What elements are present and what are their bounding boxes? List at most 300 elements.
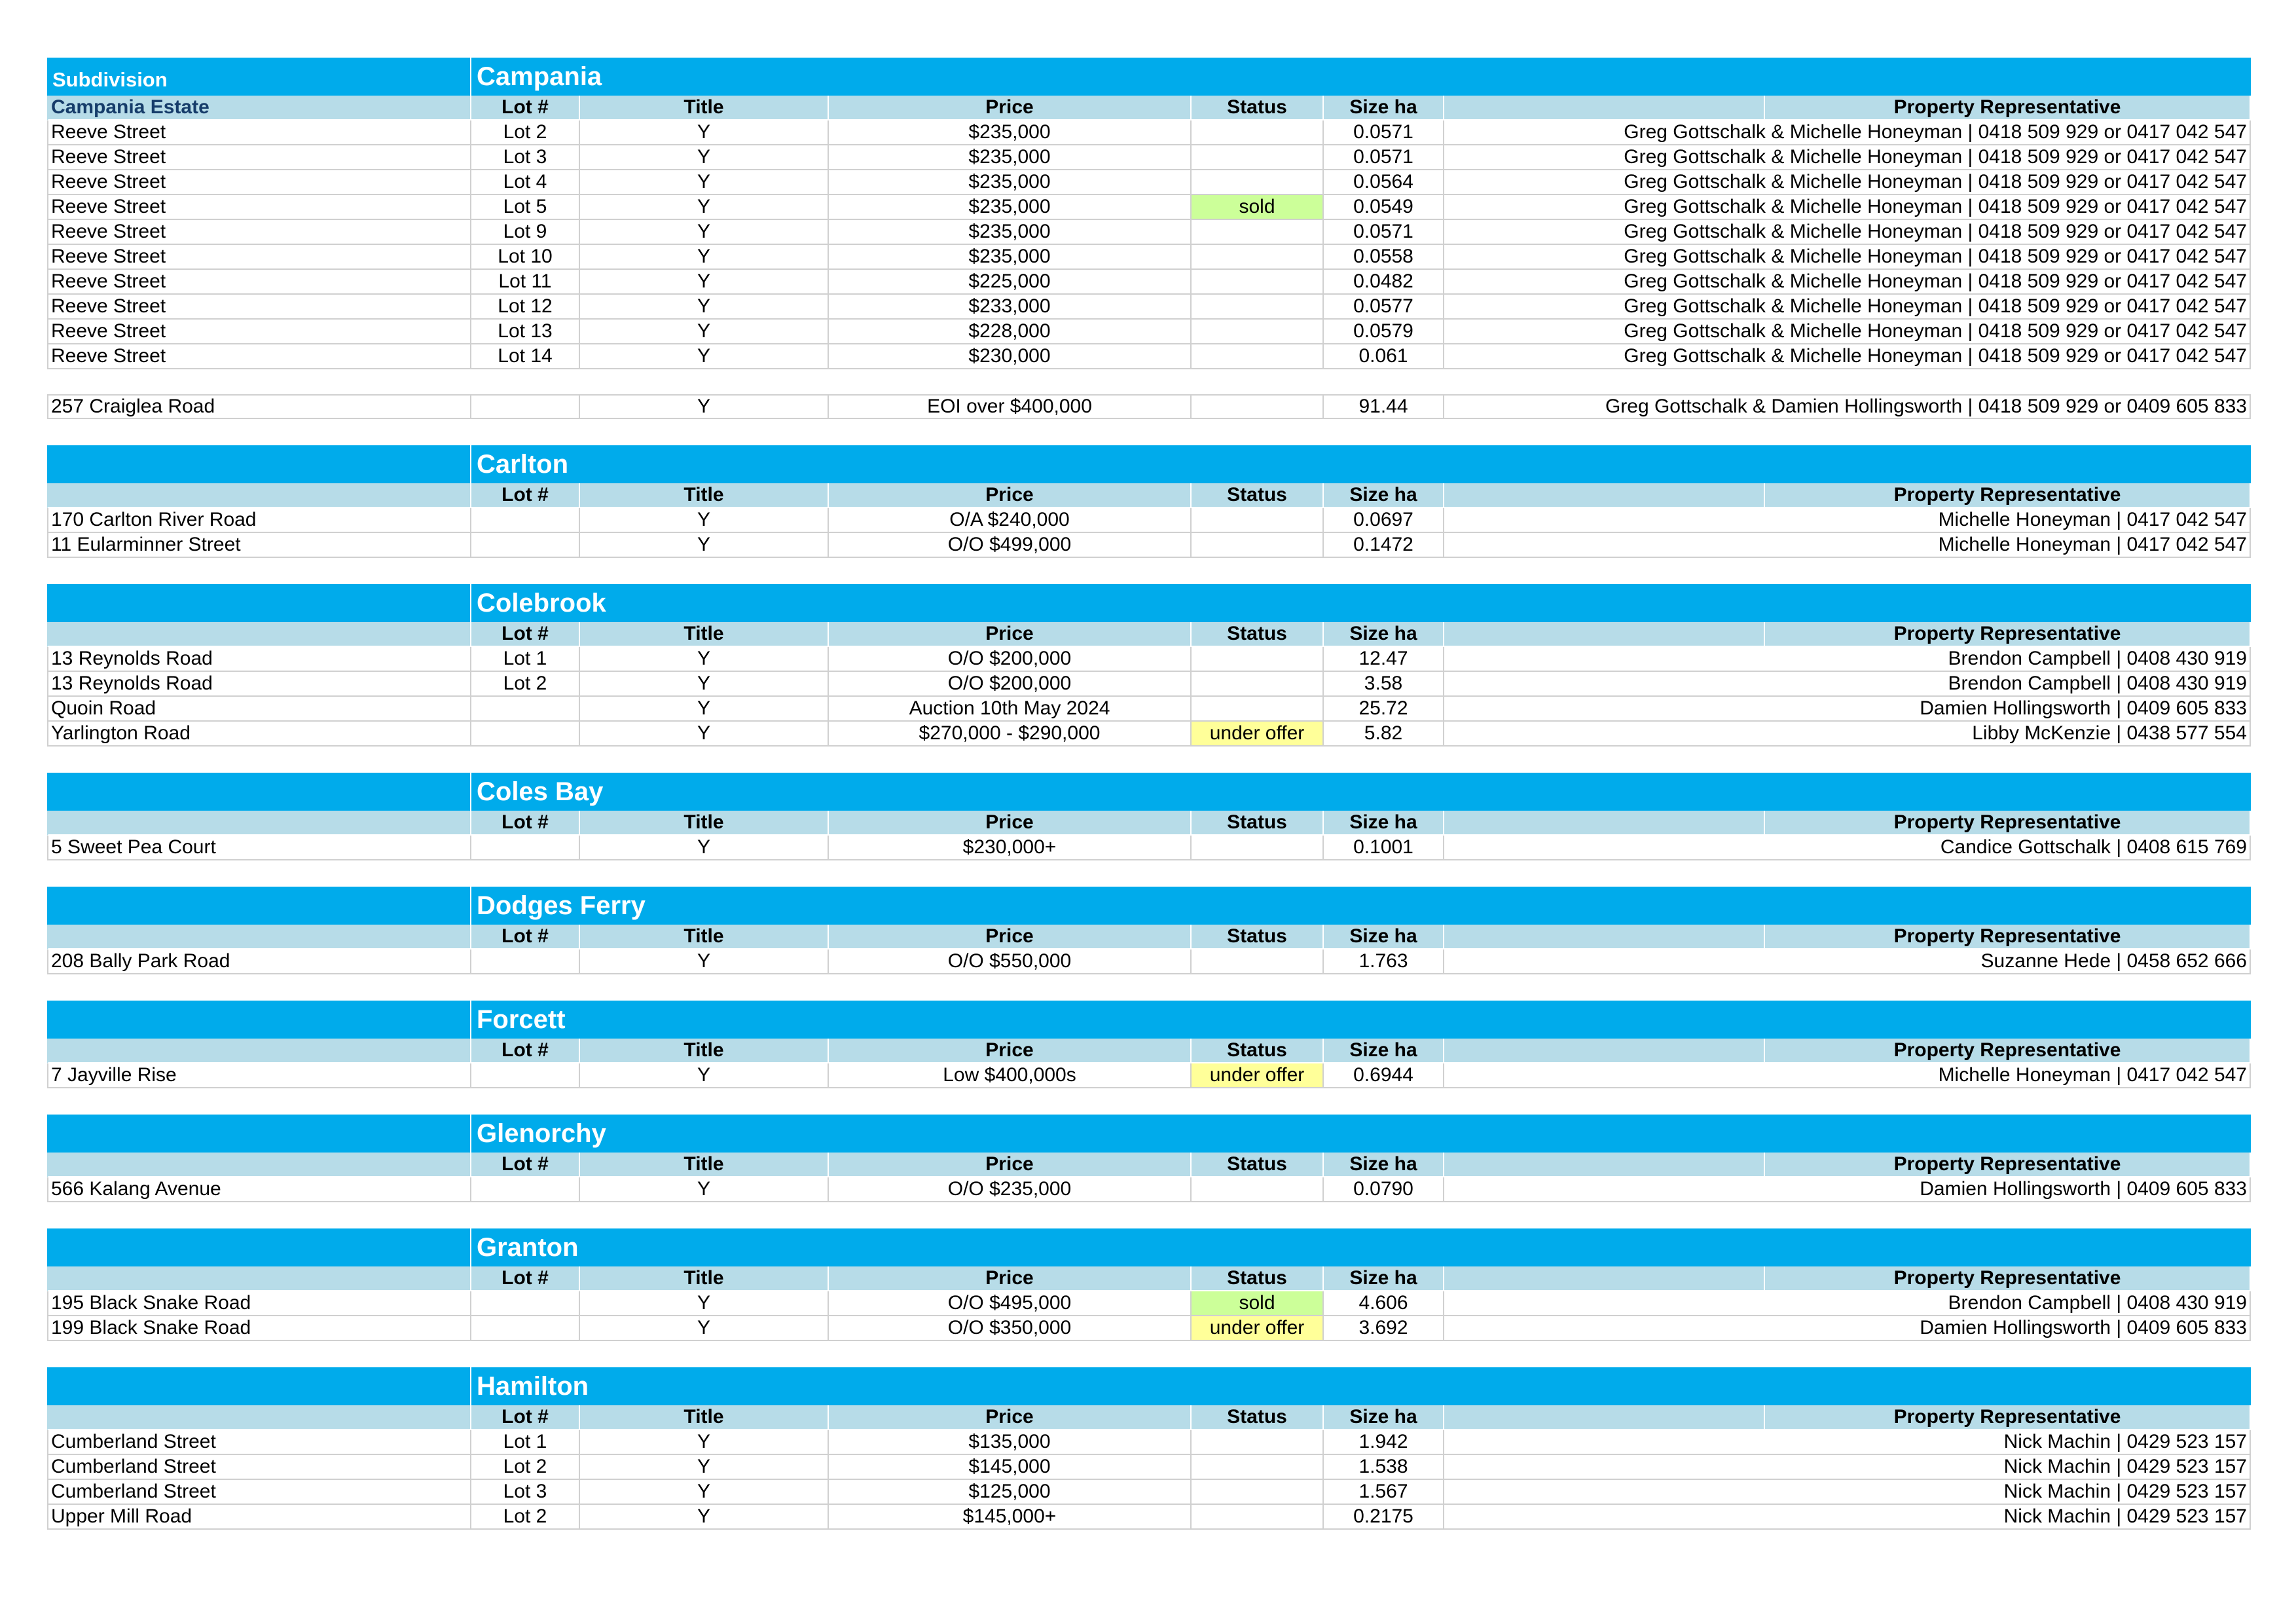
cell-rep: Greg Gottschalk & Michelle Honeyman | 0418 509 929 or 0417 042 547 (1444, 145, 2251, 170)
cell-lot: Lot 12 (471, 295, 580, 320)
cell-status: under offer (1192, 1316, 1324, 1341)
col-header-lot: Lot # (471, 811, 580, 836)
section-spacer (47, 1202, 2251, 1228)
cell-rep: Nick Machin | 0429 523 157 (1444, 1480, 2251, 1505)
table-row (47, 647, 2251, 672)
col-header-size: Size ha (1324, 622, 1444, 647)
cell-status (1192, 344, 1324, 369)
cell-title: Y (580, 1480, 829, 1505)
cell-status (1192, 508, 1324, 533)
cell-title: Y (580, 320, 829, 344)
estate-label: Campania Estate (47, 96, 471, 120)
cell-size: 0.0482 (1324, 270, 1444, 295)
cell-status (1192, 320, 1324, 344)
cell-size: 1.763 (1324, 950, 1444, 974)
cell-rep: Michelle Honeyman | 0417 042 547 (1444, 1063, 2251, 1088)
cell-status (1192, 1177, 1324, 1202)
cell-size: 1.538 (1324, 1455, 1444, 1480)
cell-lot: Lot 2 (471, 672, 580, 697)
cell-address: Reeve Street (47, 344, 471, 369)
cell-lot: Lot 3 (471, 145, 580, 170)
column-header-row (47, 811, 2251, 836)
table-row (47, 697, 2251, 722)
col-header-lot: Lot # (471, 483, 580, 508)
cell-lot (471, 508, 580, 533)
cell-title: Y (580, 1177, 829, 1202)
cell-status (1192, 220, 1324, 245)
table-row (47, 508, 2251, 533)
section-title: Granton (477, 1232, 579, 1262)
cell-price: O/O $200,000 (829, 647, 1192, 672)
cell-size: 1.942 (1324, 1430, 1444, 1455)
cell-address: Quoin Road (47, 697, 471, 722)
cell-rep: Greg Gottschalk & Michelle Honeyman | 0418 509 929 or 0417 042 547 (1444, 320, 2251, 344)
cell-rep: Damien Hollingsworth | 0409 605 833 (1444, 697, 2251, 722)
section-title: Forcett (477, 1005, 566, 1034)
cell-price: $270,000 - $290,000 (829, 722, 1192, 747)
col-header-price: Price (829, 1266, 1192, 1291)
cell-address: Yarlington Road (47, 722, 471, 747)
cell-size: 0.0571 (1324, 120, 1444, 145)
cell-size: 3.58 (1324, 672, 1444, 697)
column-header-row (47, 925, 2251, 950)
section-header (47, 773, 2251, 811)
cell-lot (471, 722, 580, 747)
table-row (47, 722, 2251, 747)
estate-label (47, 1153, 471, 1177)
table-row (47, 270, 2251, 295)
cell-rep: Michelle Honeyman | 0417 042 547 (1444, 508, 2251, 533)
cell-size: 1.567 (1324, 1480, 1444, 1505)
col-header-lot: Lot # (471, 622, 580, 647)
col-header-rep: Property Representative (1765, 622, 2251, 647)
section-glenorchy (47, 1115, 2251, 1202)
cell-title: Y (580, 394, 829, 419)
col-header-rep: Property Representative (1765, 483, 2251, 508)
cell-lot: Lot 2 (471, 120, 580, 145)
subdivision-label (47, 1367, 471, 1405)
cell-address: 208 Bally Park Road (47, 950, 471, 974)
cell-price: $235,000 (829, 120, 1192, 145)
table-row (47, 394, 2251, 419)
cell-address: 195 Black Snake Road (47, 1291, 471, 1316)
column-header-row (47, 622, 2251, 647)
cell-price: $225,000 (829, 270, 1192, 295)
cell-status (1192, 697, 1324, 722)
cell-lot: Lot 13 (471, 320, 580, 344)
cell-price: O/O $550,000 (829, 950, 1192, 974)
cell-address: 11 Eularminner Street (47, 533, 471, 558)
row-spacer (47, 369, 2251, 394)
cell-lot (471, 1316, 580, 1341)
col-header-blank (1444, 925, 1765, 950)
cell-price: O/O $350,000 (829, 1316, 1192, 1341)
section-spacer (47, 747, 2251, 773)
cell-lot (471, 950, 580, 974)
cell-status (1192, 394, 1324, 419)
col-header-blank (1444, 1405, 1765, 1430)
col-header-lot: Lot # (471, 1153, 580, 1177)
cell-price: $228,000 (829, 320, 1192, 344)
cell-address: Cumberland Street (47, 1430, 471, 1455)
col-header-size: Size ha (1324, 1266, 1444, 1291)
section-spacer (47, 1088, 2251, 1115)
cell-address: 7 Jayville Rise (47, 1063, 471, 1088)
cell-price: Low $400,000s (829, 1063, 1192, 1088)
table-row (47, 1430, 2251, 1455)
cell-title: Y (580, 1291, 829, 1316)
cell-status (1192, 295, 1324, 320)
cell-lot: Lot 4 (471, 170, 580, 195)
cell-status: sold (1192, 1291, 1324, 1316)
cell-size: 0.0571 (1324, 145, 1444, 170)
cell-address: 13 Reynolds Road (47, 647, 471, 672)
col-header-lot: Lot # (471, 1039, 580, 1063)
col-header-size: Size ha (1324, 1405, 1444, 1430)
col-header-price: Price (829, 1039, 1192, 1063)
col-header-blank (1444, 1039, 1765, 1063)
cell-size: 0.0564 (1324, 170, 1444, 195)
col-header-rep: Property Representative (1765, 925, 2251, 950)
cell-status (1192, 1430, 1324, 1455)
cell-title: Y (580, 344, 829, 369)
cell-status (1192, 245, 1324, 270)
section-dodges-ferry (47, 887, 2251, 974)
table-row (47, 1505, 2251, 1530)
section-forcett (47, 1001, 2251, 1088)
subdivision-label (47, 887, 471, 925)
col-header-price: Price (829, 1405, 1192, 1430)
cell-status (1192, 120, 1324, 145)
col-header-size: Size ha (1324, 483, 1444, 508)
section-title: Hamilton (477, 1371, 589, 1401)
table-row (47, 344, 2251, 369)
col-header-size: Size ha (1324, 1153, 1444, 1177)
estate-label (47, 811, 471, 836)
col-header-title: Title (580, 483, 829, 508)
cell-address: Reeve Street (47, 245, 471, 270)
cell-address: 257 Craiglea Road (47, 394, 471, 419)
cell-size: 0.061 (1324, 344, 1444, 369)
section-header (47, 584, 2251, 622)
cell-address: Reeve Street (47, 170, 471, 195)
cell-title: Y (580, 647, 829, 672)
cell-title: Y (580, 697, 829, 722)
column-header-row (47, 1266, 2251, 1291)
cell-title: Y (580, 672, 829, 697)
cell-lot (471, 1063, 580, 1088)
section-title: Dodges Ferry (477, 891, 646, 920)
table-row (47, 1480, 2251, 1505)
col-header-price: Price (829, 811, 1192, 836)
cell-status: under offer (1192, 722, 1324, 747)
cell-lot: Lot 10 (471, 245, 580, 270)
cell-rep: Damien Hollingsworth | 0409 605 833 (1444, 1316, 2251, 1341)
col-header-size: Size ha (1324, 811, 1444, 836)
col-header-status: Status (1192, 1266, 1324, 1291)
col-header-status: Status (1192, 1153, 1324, 1177)
cell-status (1192, 647, 1324, 672)
cell-lot: Lot 11 (471, 270, 580, 295)
section-title: Coles Bay (477, 777, 604, 806)
col-header-lot: Lot # (471, 1266, 580, 1291)
cell-title: Y (580, 145, 829, 170)
cell-size: 12.47 (1324, 647, 1444, 672)
cell-price: $235,000 (829, 220, 1192, 245)
subdivision-label: Subdivision (47, 58, 471, 96)
col-header-price: Price (829, 1153, 1192, 1177)
cell-rep: Greg Gottschalk & Michelle Honeyman | 0418 509 929 or 0417 042 547 (1444, 295, 2251, 320)
subdivision-label (47, 773, 471, 811)
column-header-row (47, 1039, 2251, 1063)
col-header-status: Status (1192, 1405, 1324, 1430)
col-header-title: Title (580, 96, 829, 120)
cell-rep: Suzanne Hede | 0458 652 666 (1444, 950, 2251, 974)
col-header-price: Price (829, 925, 1192, 950)
cell-rep: Greg Gottschalk & Michelle Honeyman | 0418 509 929 or 0417 042 547 (1444, 344, 2251, 369)
section-header (47, 445, 2251, 483)
col-header-title: Title (580, 811, 829, 836)
col-header-lot: Lot # (471, 1405, 580, 1430)
cell-title: Y (580, 270, 829, 295)
cell-status (1192, 533, 1324, 558)
cell-lot: Lot 3 (471, 1480, 580, 1505)
table-row (47, 245, 2251, 270)
section-spacer (47, 558, 2251, 584)
section-hamilton (47, 1367, 2251, 1530)
cell-rep: Nick Machin | 0429 523 157 (1444, 1430, 2251, 1455)
cell-address: Reeve Street (47, 220, 471, 245)
cell-size: 0.0697 (1324, 508, 1444, 533)
cell-title: Y (580, 1505, 829, 1530)
col-header-price: Price (829, 96, 1192, 120)
section-granton (47, 1228, 2251, 1341)
col-header-title: Title (580, 1153, 829, 1177)
table-row (47, 1063, 2251, 1088)
cell-size: 3.692 (1324, 1316, 1444, 1341)
column-header-row (47, 1405, 2251, 1430)
cell-size: 0.0549 (1324, 195, 1444, 220)
col-header-price: Price (829, 483, 1192, 508)
table-row (47, 120, 2251, 145)
col-header-status: Status (1192, 483, 1324, 508)
col-header-title: Title (580, 1039, 829, 1063)
col-header-size: Size ha (1324, 1039, 1444, 1063)
estate-label (47, 1405, 471, 1430)
cell-rep: Greg Gottschalk & Michelle Honeyman | 0418 509 929 or 0417 042 547 (1444, 195, 2251, 220)
cell-address: Cumberland Street (47, 1480, 471, 1505)
subdivision-label (47, 1115, 471, 1153)
cell-price: O/A $240,000 (829, 508, 1192, 533)
table-row (47, 836, 2251, 860)
cell-rep: Brendon Campbell | 0408 430 919 (1444, 647, 2251, 672)
cell-address: Reeve Street (47, 120, 471, 145)
cell-rep: Greg Gottschalk & Michelle Honeyman | 0418 509 929 or 0417 042 547 (1444, 270, 2251, 295)
cell-rep: Brendon Campbell | 0408 430 919 (1444, 672, 2251, 697)
cell-rep: Greg Gottschalk & Michelle Honeyman | 0418 509 929 or 0417 042 547 (1444, 120, 2251, 145)
table-row (47, 320, 2251, 344)
col-header-rep: Property Representative (1765, 1039, 2251, 1063)
cell-rep: Damien Hollingsworth | 0409 605 833 (1444, 1177, 2251, 1202)
cell-lot (471, 394, 580, 419)
cell-rep: Greg Gottschalk & Michelle Honeyman | 0418 509 929 or 0417 042 547 (1444, 220, 2251, 245)
cell-rep: Brendon Campbell | 0408 430 919 (1444, 1291, 2251, 1316)
cell-price: O/O $235,000 (829, 1177, 1192, 1202)
cell-rep: Greg Gottschalk & Michelle Honeyman | 0418 509 929 or 0417 042 547 (1444, 170, 2251, 195)
table-row (47, 1455, 2251, 1480)
cell-title: Y (580, 120, 829, 145)
cell-size: 0.0558 (1324, 245, 1444, 270)
col-header-rep: Property Representative (1765, 811, 2251, 836)
table-row (47, 1291, 2251, 1316)
table-row (47, 1177, 2251, 1202)
cell-lot: Lot 2 (471, 1505, 580, 1530)
cell-size: 0.6944 (1324, 1063, 1444, 1088)
cell-lot: Lot 2 (471, 1455, 580, 1480)
col-header-status: Status (1192, 811, 1324, 836)
col-header-blank (1444, 96, 1765, 120)
cell-rep: Michelle Honeyman | 0417 042 547 (1444, 533, 2251, 558)
cell-title: Y (580, 170, 829, 195)
cell-price: $145,000 (829, 1455, 1192, 1480)
cell-rep: Candice Gottschalk | 0408 615 769 (1444, 836, 2251, 860)
cell-rep: Nick Machin | 0429 523 157 (1444, 1455, 2251, 1480)
cell-price: O/O $495,000 (829, 1291, 1192, 1316)
cell-title: Y (580, 1063, 829, 1088)
column-header-row (47, 1153, 2251, 1177)
cell-price: $235,000 (829, 170, 1192, 195)
col-header-blank (1444, 1266, 1765, 1291)
cell-lot (471, 697, 580, 722)
table-row (47, 672, 2251, 697)
cell-address: Upper Mill Road (47, 1505, 471, 1530)
cell-lot: Lot 9 (471, 220, 580, 245)
cell-status: under offer (1192, 1063, 1324, 1088)
cell-price: $233,000 (829, 295, 1192, 320)
cell-status: sold (1192, 195, 1324, 220)
cell-title: Y (580, 1455, 829, 1480)
col-header-status: Status (1192, 925, 1324, 950)
cell-title: Y (580, 1430, 829, 1455)
col-header-status: Status (1192, 622, 1324, 647)
col-header-blank (1444, 622, 1765, 647)
table-row (47, 220, 2251, 245)
section-title: Glenorchy (477, 1118, 606, 1148)
cell-price: $135,000 (829, 1430, 1192, 1455)
cell-size: 4.606 (1324, 1291, 1444, 1316)
cell-address: 13 Reynolds Road (47, 672, 471, 697)
cell-address: Reeve Street (47, 295, 471, 320)
table-row (47, 145, 2251, 170)
cell-status (1192, 1455, 1324, 1480)
cell-status (1192, 950, 1324, 974)
cell-title: Y (580, 950, 829, 974)
cell-lot: Lot 1 (471, 1430, 580, 1455)
estate-label (47, 1266, 471, 1291)
section-header (47, 887, 2251, 925)
cell-size: 0.0571 (1324, 220, 1444, 245)
table-row (47, 1316, 2251, 1341)
section-header (47, 1001, 2251, 1039)
cell-status (1192, 170, 1324, 195)
cell-status (1192, 1505, 1324, 1530)
table-row (47, 533, 2251, 558)
section-header (47, 1367, 2251, 1405)
col-header-lot: Lot # (471, 925, 580, 950)
col-header-blank (1444, 483, 1765, 508)
section-title: Carlton (477, 449, 568, 479)
cell-size: 0.0790 (1324, 1177, 1444, 1202)
cell-size: 0.2175 (1324, 1505, 1444, 1530)
section-title: Colebrook (477, 588, 606, 618)
cell-size: 25.72 (1324, 697, 1444, 722)
subdivision-label (47, 445, 471, 483)
cell-price: $230,000 (829, 344, 1192, 369)
cell-size: 5.82 (1324, 722, 1444, 747)
cell-address: 170 Carlton River Road (47, 508, 471, 533)
col-header-title: Title (580, 622, 829, 647)
col-header-rep: Property Representative (1765, 1405, 2251, 1430)
cell-lot: Lot 14 (471, 344, 580, 369)
cell-address: 199 Black Snake Road (47, 1316, 471, 1341)
section-campania (47, 58, 2251, 419)
cell-title: Y (580, 533, 829, 558)
col-header-blank (1444, 1153, 1765, 1177)
cell-address: Reeve Street (47, 320, 471, 344)
col-header-size: Size ha (1324, 96, 1444, 120)
cell-price: $230,000+ (829, 836, 1192, 860)
cell-price: $235,000 (829, 195, 1192, 220)
cell-lot: Lot 5 (471, 195, 580, 220)
subdivision-label (47, 1228, 471, 1266)
cell-address: Cumberland Street (47, 1455, 471, 1480)
cell-size: 0.1472 (1324, 533, 1444, 558)
cell-price: O/O $499,000 (829, 533, 1192, 558)
cell-title: Y (580, 836, 829, 860)
cell-size: 0.1001 (1324, 836, 1444, 860)
estate-label (47, 483, 471, 508)
cell-status (1192, 270, 1324, 295)
cell-title: Y (580, 220, 829, 245)
cell-price: $125,000 (829, 1480, 1192, 1505)
cell-address: Reeve Street (47, 270, 471, 295)
estate-label (47, 925, 471, 950)
cell-lot (471, 1291, 580, 1316)
column-header-row (47, 483, 2251, 508)
cell-price: EOI over $400,000 (829, 394, 1192, 419)
cell-title: Y (580, 295, 829, 320)
table-row (47, 195, 2251, 220)
cell-status (1192, 1480, 1324, 1505)
col-header-rep: Property Representative (1765, 1153, 2251, 1177)
col-header-rep: Property Representative (1765, 96, 2251, 120)
section-spacer (47, 1341, 2251, 1367)
section-spacer (47, 419, 2251, 445)
cell-address: Reeve Street (47, 195, 471, 220)
col-header-price: Price (829, 622, 1192, 647)
listings-sheet (47, 58, 2251, 1530)
cell-rep: Libby McKenzie | 0438 577 554 (1444, 722, 2251, 747)
cell-title: Y (580, 195, 829, 220)
cell-title: Y (580, 722, 829, 747)
section-carlton (47, 445, 2251, 558)
col-header-title: Title (580, 1405, 829, 1430)
cell-title: Y (580, 508, 829, 533)
cell-lot (471, 1177, 580, 1202)
cell-price: $235,000 (829, 145, 1192, 170)
cell-lot (471, 533, 580, 558)
cell-rep: Greg Gottschalk & Michelle Honeyman | 0418 509 929 or 0417 042 547 (1444, 245, 2251, 270)
